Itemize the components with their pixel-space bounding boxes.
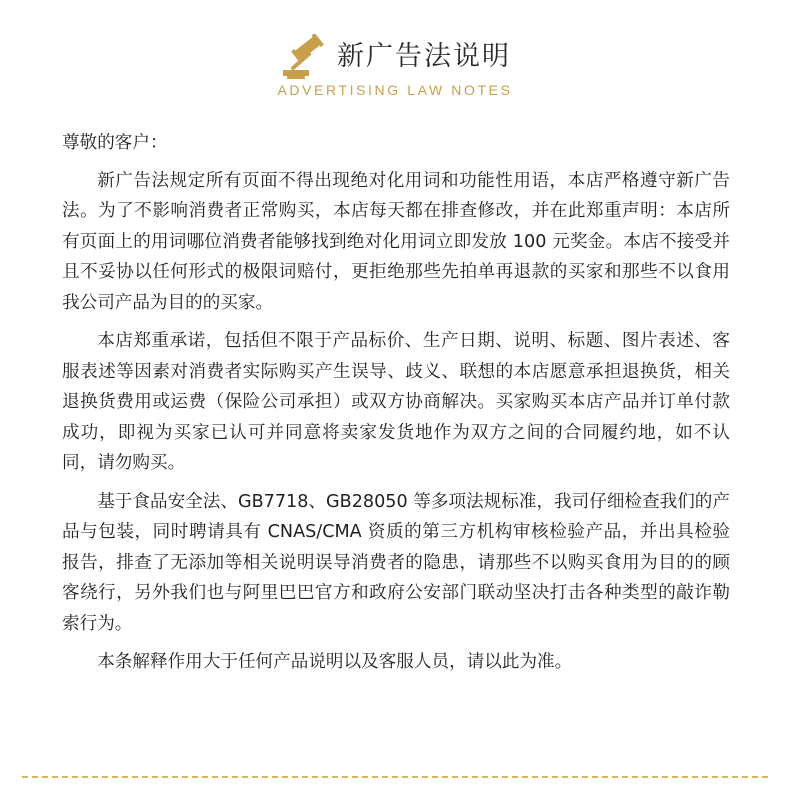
title-row (0, 34, 790, 80)
paragraph-2: 本店郑重承诺，包括但不限于产品标价、生产日期、说明、标题、图片表述、客服表述等因素对消费者实际购买产生误导、歧义、联想的本店愿意承担退换货，相关退换货费用或运费（保险公司承担）或双方协商解决。买家购买本店产品并订单付款成功，即视为买家已认可并同意将卖家发货地作为双方之间的合同履约地，如不认同，请勿购买。 (62, 331, 730, 473)
notice-body (62, 128, 730, 686)
dashed-divider (22, 776, 768, 778)
greeting: 尊敬的客户： (62, 133, 168, 153)
paragraph-1: 新广告法规定所有页面不得出现绝对化用词和功能性用语，本店严格遵守新广告法。为了不影响消费者正常购买，本店每天都在排查修改，并在此郑重声明：本店所有页面上的用词哪位消费者能够找到绝对化用词立即发放 100 元奖金。本店不接受并且不妥协以任何形式的极限词赔付，更拒绝那些先拍单再退款的买家和那些不以食用我公司产品为目的的买家。 (62, 170, 730, 313)
page-title: 新广告法说明 (337, 41, 511, 72)
paragraph-4: 本条解释作用大于任何产品说明以及客服人员，请以此为准。 (97, 652, 573, 672)
header (0, 26, 790, 106)
paragraph-3: 基于食品安全法、GB7718、GB28050 等多项法规标准，我司仔细检查我们的产品与包装，同时聘请具有 CNAS/CMA 资质的第三方机构审核检验产品，并出具检验报告，排查了无添加等相关说明误导消费者的隐患，请那些不以购买食用为目的的顾客绕行，另外我们也与阿里巴巴官方和政府公安部门联动坚决打击各种类型的敲诈勒索行为。 (62, 491, 730, 634)
page-subtitle: ADVERTISING LAW NOTES (277, 82, 513, 98)
gavel-icon (279, 34, 333, 80)
